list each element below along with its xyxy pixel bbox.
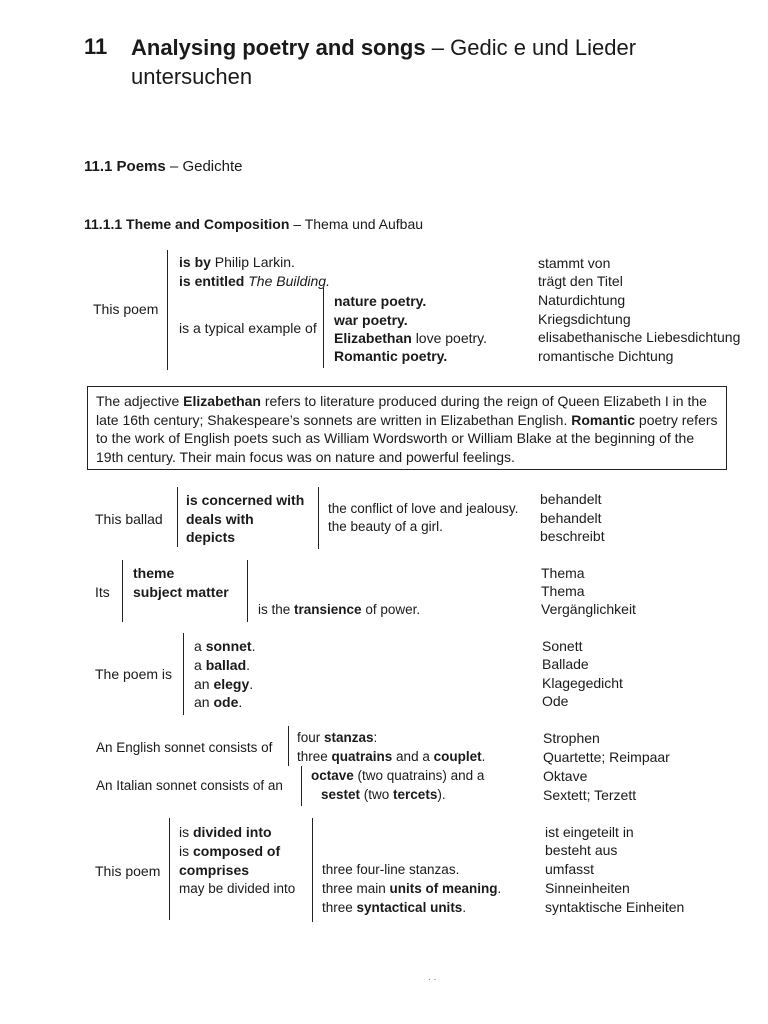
block6-verb-2 <box>179 842 280 860</box>
block3-predicate-bold: transience <box>294 602 362 617</box>
section-title-en: Poems <box>116 158 166 175</box>
block3-noun-2: subject matter <box>133 584 229 600</box>
block3-german-3: Vergänglichkeit <box>541 601 636 617</box>
section-number: 11.1 <box>84 158 113 175</box>
block6-subject: This poem <box>95 863 161 879</box>
block6-object-1: three four-line stanzas. <box>322 862 460 877</box>
block4-item-1-article: a <box>194 638 206 654</box>
block4-german-3: Klagegedicht <box>542 675 623 691</box>
info-text-1: The adjective <box>96 393 184 409</box>
block6-object-3-bold: syntactical units <box>356 900 463 915</box>
block5-italian-line-1 <box>311 767 484 785</box>
info-text-3: poetry refers to the work of English poets such as William Wordsworth or William Blake at the beginning of the 19th century. Their main focus was on nature and powerful feelings. <box>96 411 718 465</box>
block1-option-2: war poetry. <box>334 312 408 328</box>
chapter-title <box>131 34 636 62</box>
block5-italian-line-1-bold: octave <box>311 768 354 783</box>
block1-phrase-2-italic: The Building. <box>248 273 330 289</box>
block1-german-1: stammt von <box>538 255 611 271</box>
block4-subject: The poem is <box>95 666 173 682</box>
block6-verb-4: may be divided into <box>179 881 296 896</box>
block3-noun-1: theme <box>133 565 175 581</box>
block6-german-2: besteht aus <box>545 842 618 858</box>
block1-option-3 <box>334 329 487 347</box>
block1-phrase-1-bold: is by <box>179 254 211 270</box>
block6-object-2-post: . <box>497 881 502 896</box>
block6-german-3: umfasst <box>545 861 595 877</box>
block6-verb-2-pre: is <box>179 843 193 859</box>
block6-german-1: ist eingeteilt in <box>545 824 634 840</box>
footer-dots: . . <box>428 972 437 983</box>
block4-item-4 <box>194 693 242 711</box>
block6-object-3 <box>322 899 466 917</box>
block2-german-1: behandelt <box>540 491 602 507</box>
block2-german-3: beschreibt <box>540 528 605 544</box>
block1-option-3-bold: Elizabethan <box>334 330 412 346</box>
block2-german-2: behandelt <box>540 510 602 526</box>
block4-item-3-dot: . <box>249 676 254 692</box>
block6-object-3-post: . <box>462 900 467 915</box>
block1-bracket <box>167 250 168 370</box>
block3-predicate-pre: is the <box>258 602 295 617</box>
block6-verb-1-bold: divided into <box>193 824 272 840</box>
block2-verb-1: is concerned with <box>186 492 305 508</box>
block4-item-3-article: an <box>194 676 214 692</box>
block2-bracket-right <box>318 487 319 549</box>
block6-german-4: Sinneinheiten <box>545 880 630 896</box>
block4-german-1: Sonett <box>542 638 583 654</box>
block6-verb-1 <box>179 823 272 841</box>
subsection-dash: – <box>293 216 302 232</box>
block6-object-2-bold: units of meaning <box>389 881 498 896</box>
block4-item-4-article: an <box>194 694 214 710</box>
block4-item-3 <box>194 675 253 693</box>
block1-phrase-3: is a typical example of <box>179 320 317 336</box>
block3-german-1: Thema <box>541 565 585 581</box>
block2-bracket-left <box>177 487 178 547</box>
block1-german-4: Kriegsdichtung <box>538 311 631 327</box>
block5-italian-subject: An Italian sonnet consists of an <box>96 778 283 793</box>
chapter-title-en: Analysing poetry and songs <box>131 35 426 60</box>
block3-its: Its <box>95 584 110 600</box>
block4-item-4-dot: . <box>238 694 243 710</box>
section-heading <box>84 158 242 175</box>
block1-phrase-1-text: Philip Larkin. <box>214 254 295 270</box>
block2-object-2: the beauty of a girl. <box>328 519 443 534</box>
block5-english-subject: An English sonnet consists of <box>96 740 273 755</box>
subsection-number: 11.1.1 <box>84 216 123 232</box>
block3-predicate <box>258 601 420 619</box>
block5-english-line-2-pre: three <box>297 749 332 764</box>
block5-italian-line-2-bold-2: tercets <box>393 787 438 802</box>
block2-subject: This ballad <box>95 511 163 527</box>
block4-item-3-term: elegy <box>213 676 250 692</box>
block5-english-line-1-pre: four <box>297 730 325 745</box>
section-title-de: Gedichte <box>182 158 243 175</box>
block6-bracket-right <box>312 818 313 922</box>
block1-german-3: Naturdichtung <box>538 292 626 308</box>
info-box <box>87 386 727 470</box>
block4-item-1 <box>194 637 255 655</box>
block5-english-line-2-post: . <box>481 749 486 764</box>
chapter-heading <box>84 34 107 60</box>
block5-english-line-1-post: : <box>373 730 378 745</box>
block5-english-bracket <box>288 726 289 766</box>
block5-german-2: Quartette; Reimpaar <box>543 749 670 765</box>
block5-italian-line-2-mid: (two <box>360 787 394 802</box>
block6-object-2-pre: three main <box>322 881 390 896</box>
block6-verb-2-bold: composed of <box>193 843 281 859</box>
block4-item-1-dot: . <box>251 638 256 654</box>
block3-german-2: Thema <box>541 583 585 599</box>
block5-german-1: Strophen <box>543 730 600 746</box>
chapter-dash: – <box>431 35 444 60</box>
block4-german-2: Ballade <box>542 656 589 672</box>
block3-predicate-post: of power. <box>361 602 421 617</box>
block6-german-5: syntaktische Einheiten <box>545 899 685 915</box>
block4-item-2-term: ballad <box>205 657 247 673</box>
block1-subject: This poem <box>93 301 159 317</box>
chapter-number: 11 <box>84 34 108 59</box>
info-bold-elizabethan: Elizabethan <box>183 393 261 409</box>
block4-item-2-article: a <box>194 657 206 673</box>
block5-english-line-1 <box>297 729 377 747</box>
subsection-heading <box>84 216 423 232</box>
block4-item-2 <box>194 656 250 674</box>
block5-english-line-1-bold: stanzas <box>324 730 374 745</box>
block5-english-line-2 <box>297 748 485 766</box>
block4-german-4: Ode <box>542 693 569 709</box>
block1-phrase-1 <box>179 253 295 271</box>
block5-english-line-2-bold-2: couplet <box>433 749 482 764</box>
block4-bracket <box>183 633 184 715</box>
block5-italian-line-1-post: (two quatrains) and a <box>353 768 485 783</box>
block5-english-line-2-mid: and a <box>392 749 434 764</box>
block6-verb-1-pre: is <box>179 824 193 840</box>
block1-german-6: romantische Dichtung <box>538 348 674 364</box>
block4-item-4-term: ode <box>213 694 239 710</box>
block6-verb-3: comprises <box>179 862 250 878</box>
subsection-title-en: Theme and Composition <box>126 216 290 232</box>
info-bold-romantic: Romantic <box>571 411 636 428</box>
block1-option-1: nature poetry. <box>334 293 427 309</box>
block2-verb-3: depicts <box>186 529 236 545</box>
block2-object-1: the conflict of love and jealousy. <box>328 501 519 516</box>
block5-german-4: Sextett; Terzett <box>543 787 637 803</box>
subsection-title-de: Thema und Aufbau <box>304 216 424 232</box>
chapter-title-line2: untersuchen <box>131 64 253 89</box>
chapter-title-de: Gedic e und Lieder <box>450 35 637 60</box>
block4-item-2-dot: . <box>246 657 251 673</box>
block1-phrase-2-bold: is entitled <box>179 273 245 289</box>
block5-german-3: Oktave <box>543 768 588 784</box>
block2-verb-2: deals with <box>186 511 254 527</box>
block3-bracket-left <box>122 560 123 622</box>
block5-italian-bracket <box>301 766 302 806</box>
block1-sub-bracket <box>323 288 324 368</box>
block1-option-4: Romantic poetry. <box>334 348 448 364</box>
block6-object-3-pre: three <box>322 900 357 915</box>
block6-bracket-left <box>169 818 170 920</box>
block1-german-2: trägt den Titel <box>538 273 623 289</box>
block5-italian-line-2 <box>321 786 446 804</box>
info-text-2: refers to literature produced during the reign of Queen Elizabeth I in the late 16th century; Shakespeare’s sonnets are written in Elizabethan English. <box>96 393 707 428</box>
block1-option-3-text: love poetry. <box>415 330 488 346</box>
block1-german-5: elisabethanische Liebesdichtung <box>538 329 741 345</box>
block4-item-1-term: sonnet <box>205 638 252 654</box>
block5-english-line-2-bold-1: quatrains <box>331 749 393 764</box>
block5-italian-line-2-bold-1: sestet <box>321 787 361 802</box>
block1-phrase-2 <box>179 272 330 290</box>
block5-italian-line-2-post: ). <box>437 787 446 802</box>
section-dash: – <box>169 158 179 175</box>
block3-bracket-right <box>247 560 248 622</box>
block6-object-2 <box>322 880 501 898</box>
